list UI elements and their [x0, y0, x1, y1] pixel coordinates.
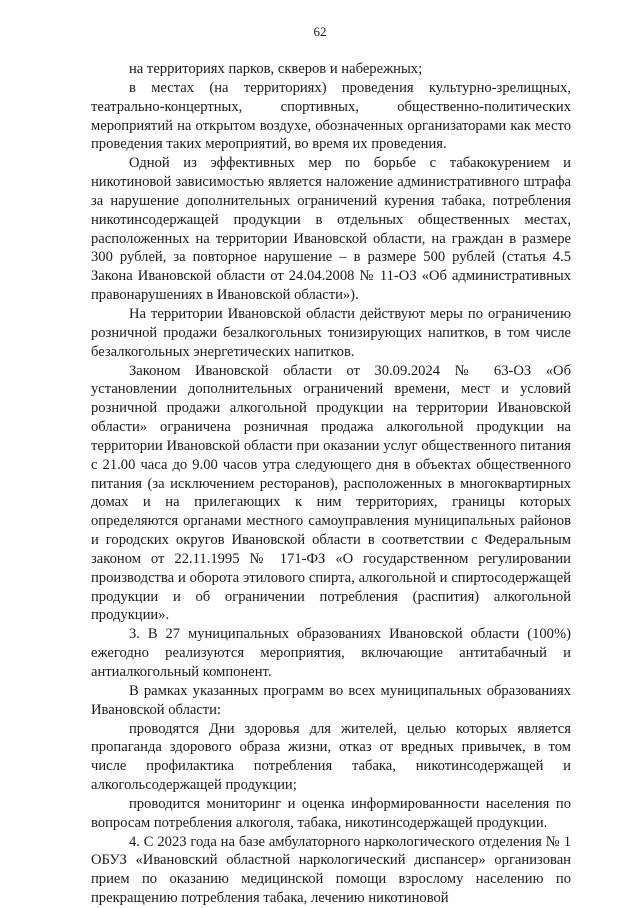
paragraph-program-frame: В рамках указанных программ во всех муниципальных образованиях Ивановской области: [91, 682, 571, 718]
paragraph-fines: Одной из эффективных мер по борьбе с табакокурением и никотиновой зависимостью является наложение административного штрафа за нарушение дополнительных ограничений курения табака, потребления никотинсодержащей продукции в отдельных общественных местах, расположенных на территории Ивановской области, на граждан в размере 300 рублей, за повторное нарушение – в размере 500 рублей (статья 4.5 Закона Ивановской области от 24.04.2008 № 11-ОЗ «Об административных правонарушениях в Ивановской области»). [91, 155, 571, 304]
paragraph-parks: на территориях парков, скверов и набережных; [129, 61, 423, 77]
paragraph-energy-drinks: На территории Ивановской области действуют меры по ограничению розничной продажи безалкогольных тонизирующих напитков, в том числе безалкогольных энергетических напитков. [91, 305, 571, 360]
paragraph-monitoring: проводится мониторинг и оценка информированности населения по вопросам потребления алкоголя, табака, никотинсодержащей продукции. [91, 795, 571, 831]
paragraph-dispensary: 4. С 2023 года на базе амбулаторного наркологического отделения № 1 ОБУЗ «Ивановский областной наркологический диспансер» организован прием по оказанию медицинской помощи взрослому населению по прекращению потребления табака, лечению никотиновой [91, 833, 571, 907]
paragraph-events: в местах (на территориях) проведения культурно-зрелищных, театрально-концертных, спортивных, общественно-политических мероприятий на открытом воздухе, обозначенных организаторами как место проведения таких мероприятий, во время их проведения. [91, 79, 571, 153]
document-body [91, 60, 571, 908]
paragraph-municipal-programs: 3. В 27 муниципальных образованиях Ивановской области (100%) ежегодно реализуются мероприятия, включающие антитабачный и антиалкогольный компонент. [91, 626, 571, 680]
page-number: 62 [313, 24, 327, 39]
paragraph-health-days: проводятся Дни здоровья для жителей, целью которых является пропаганда здорового образа жизни, отказ от вредных привычек, в том числе профилактика потребления табака, никотинсодержащей и алкогольсодержащей продукции; [91, 720, 571, 794]
paragraph-alcohol-law: Законом Ивановской области от 30.09.2024 № 63-ОЗ «Об установлении дополнительных ограничений времени, мест и условий розничной продажи алкогольной продукции на территории Ивановской области» ограничена розничная продажа алкогольной продукции на территории Ивановской области при оказании услуг общественного питания с 21.00 часа до 9.00 часов утра следующего дня в объектах общественного питания (за исключением ресторанов), расположенных в многоквартирных домах и на прилегающих к ним территориях, границы которых определяются органами местного самоуправления муниципальных районов и городских округов Ивановской области в соответствии с Федеральным законом от 22.11.1995 № 171-ФЗ «О государственном регулировании производства и оборота этилового спирта, алкогольной и спиртосодержащей продукции и об ограничении потребления (распития) алкогольной продукции». [91, 362, 571, 624]
